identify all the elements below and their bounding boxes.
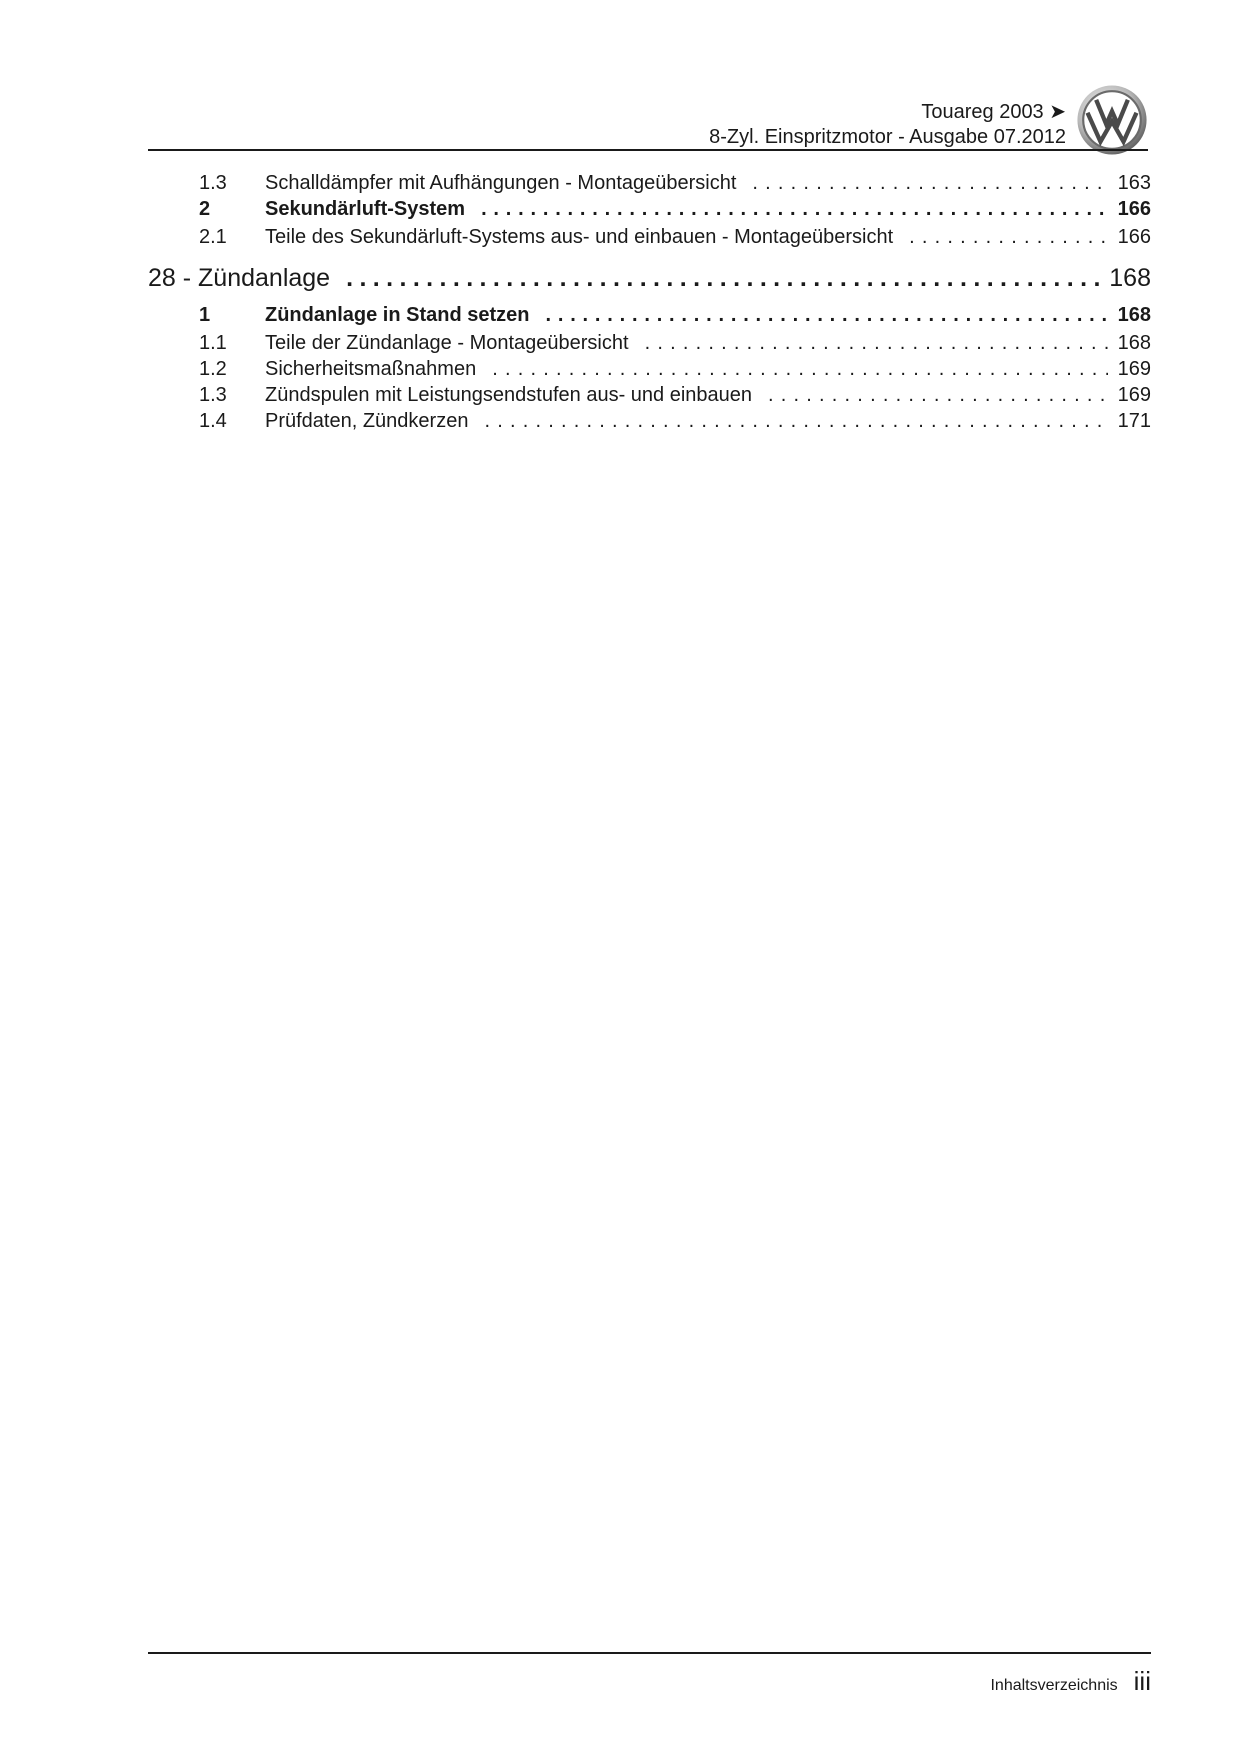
footer-rule (148, 1652, 1151, 1654)
toc-entry[interactable] (148, 384, 1151, 410)
header-text (709, 100, 1066, 150)
toc-leader-dots (752, 172, 1107, 195)
toc-entry[interactable] (148, 198, 1151, 226)
toc-entry-title: Zündspulen mit Leistungsendstufen aus- und einbauen (265, 384, 753, 406)
toc-entry-number: 2 (199, 198, 211, 220)
footer-section-label: Inhaltsverzeichnis (990, 1677, 1118, 1694)
toc-chapter-title: 28 - Zündanlage (148, 264, 331, 292)
table-of-contents (148, 172, 1151, 436)
toc-entry[interactable] (148, 172, 1151, 198)
toc-entry-title: Teile des Sekundärluft-Systems aus- und einbauen - Montageübersicht (265, 226, 894, 248)
toc-entry[interactable] (148, 410, 1151, 436)
toc-entry-number: 1.1 (199, 332, 227, 354)
toc-entry-page: 169 (1117, 384, 1151, 406)
toc-chapter-entry[interactable] (148, 264, 1151, 304)
toc-leader-dots (346, 264, 1099, 293)
toc-leader-dots (484, 410, 1107, 433)
header-model: Touareg 2003 ➤ (921, 101, 1066, 123)
toc-entry[interactable] (148, 332, 1151, 358)
toc-entry-title: Zündanlage in Stand setzen (265, 304, 530, 326)
toc-leader-dots (492, 358, 1107, 381)
toc-entry-page: 163 (1117, 172, 1151, 194)
toc-chapter-page: 168 (1109, 264, 1151, 292)
page-header (148, 84, 1148, 150)
vw-logo-icon (1076, 84, 1148, 156)
toc-entry-page: 166 (1117, 226, 1151, 248)
toc-entry-title: Teile der Zündanlage - Montageübersicht (265, 332, 629, 354)
toc-leader-dots (545, 304, 1107, 327)
toc-entry-page: 168 (1117, 304, 1151, 326)
toc-entry[interactable] (148, 226, 1151, 252)
toc-entry-number: 1.3 (199, 384, 227, 406)
toc-entry-number: 1 (199, 304, 211, 326)
toc-leader-dots (909, 226, 1107, 249)
toc-entry-title: Prüfdaten, Zündkerzen (265, 410, 469, 432)
toc-entry-title: Sekundärluft-System (265, 198, 466, 220)
page-footer (148, 1652, 1151, 1696)
toc-entry-page: 166 (1117, 198, 1151, 220)
toc-entry-page: 171 (1117, 410, 1151, 432)
toc-leader-dots (481, 198, 1108, 221)
toc-entry-title: Sicherheitsmaßnahmen (265, 358, 477, 380)
toc-entry-number: 2.1 (199, 226, 227, 248)
toc-entry-number: 1.4 (199, 410, 227, 432)
toc-entry[interactable] (148, 304, 1151, 332)
toc-leader-dots (645, 332, 1108, 355)
toc-entry-number: 1.2 (199, 358, 227, 380)
header-rule (148, 149, 1148, 151)
header-edition: 8-Zyl. Einspritzmotor - Ausgabe 07.2012 (709, 126, 1066, 148)
toc-leader-dots (768, 384, 1108, 407)
toc-entry-title: Schalldämpfer mit Aufhängungen - Montageübersicht (265, 172, 737, 194)
footer-page-number: iii (1133, 1666, 1151, 1696)
footer-text (990, 1666, 1151, 1697)
toc-entry[interactable] (148, 358, 1151, 384)
toc-entry-page: 169 (1117, 358, 1151, 380)
toc-entry-page: 168 (1117, 332, 1151, 354)
toc-entry-number: 1.3 (199, 172, 227, 194)
